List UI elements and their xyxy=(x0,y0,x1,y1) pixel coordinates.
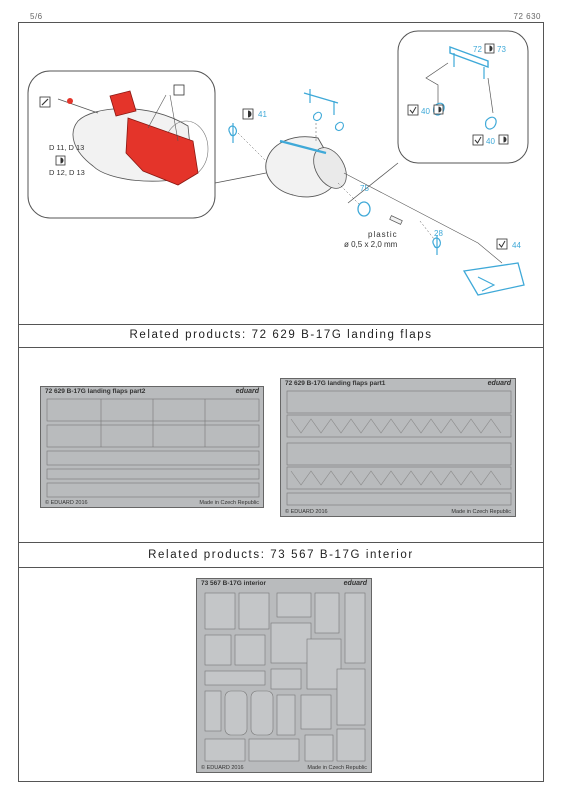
part-75: 75 xyxy=(360,184,369,193)
check-icon-40b xyxy=(473,135,483,145)
separator-1 xyxy=(18,324,544,325)
fret-flaps-part2 xyxy=(40,386,264,508)
page-number: 5/6 xyxy=(30,12,43,21)
check-icon-40a xyxy=(408,105,418,115)
fret-brand: eduard xyxy=(343,580,367,587)
part-41: 41 xyxy=(258,110,267,119)
fret-interior xyxy=(196,578,372,773)
fret-title: 73 567 B-17G interior xyxy=(201,580,267,587)
separator-2 xyxy=(18,347,544,348)
part-41-shape xyxy=(229,123,237,143)
part-44-shape xyxy=(464,263,524,295)
inset-right-frame xyxy=(398,31,528,163)
part-40b: 40 xyxy=(486,137,495,146)
plastic-dimension: ø 0,5 x 2,0 mm xyxy=(344,240,398,249)
related-caption-2: Related products: 73 567 B-17G interior xyxy=(148,549,414,561)
plastic-rod xyxy=(390,216,403,225)
plastic-note: plastic xyxy=(368,230,398,239)
fret-brand: eduard xyxy=(487,380,511,387)
fret-made-in: Made in Czech Republic xyxy=(199,500,259,506)
fret-title: 72 629 B-17G landing flaps part1 xyxy=(285,380,386,387)
product-code: 72 630 xyxy=(513,12,541,21)
drop-tank xyxy=(266,137,353,197)
part-40a: 40 xyxy=(421,107,430,116)
separator-4 xyxy=(18,567,544,568)
part-73: 73 xyxy=(497,45,506,54)
assembly-diagram xyxy=(18,23,544,323)
fret-copyright: © EDUARD 2016 xyxy=(285,509,328,515)
fret-flaps-part1 xyxy=(280,378,516,517)
fret-title: 72 629 B-17G landing flaps part2 xyxy=(45,388,146,395)
fret-brand: eduard xyxy=(235,388,259,395)
part-75-shape xyxy=(358,202,370,216)
part-72: 72 xyxy=(473,45,482,54)
related-caption-1: Related products: 72 629 B-17G landing flaps xyxy=(129,329,433,341)
fret-copyright: © EDUARD 2016 xyxy=(45,500,88,506)
part-44: 44 xyxy=(512,241,521,250)
fret-made-in: Made in Czech Republic xyxy=(451,509,511,515)
part-28-shape xyxy=(433,235,441,255)
fret-copyright: © EDUARD 2016 xyxy=(201,765,244,771)
separator-3 xyxy=(18,542,544,543)
inset-label-2: D 12, D 13 xyxy=(49,168,85,177)
fold-icon xyxy=(174,85,184,95)
check-icon-44 xyxy=(497,239,507,249)
inset-label-1: D 11, D 13 xyxy=(49,143,85,152)
part-28: 28 xyxy=(434,229,443,238)
tank-bracket xyxy=(304,89,343,141)
fret-made-in: Made in Czech Republic xyxy=(307,765,367,771)
